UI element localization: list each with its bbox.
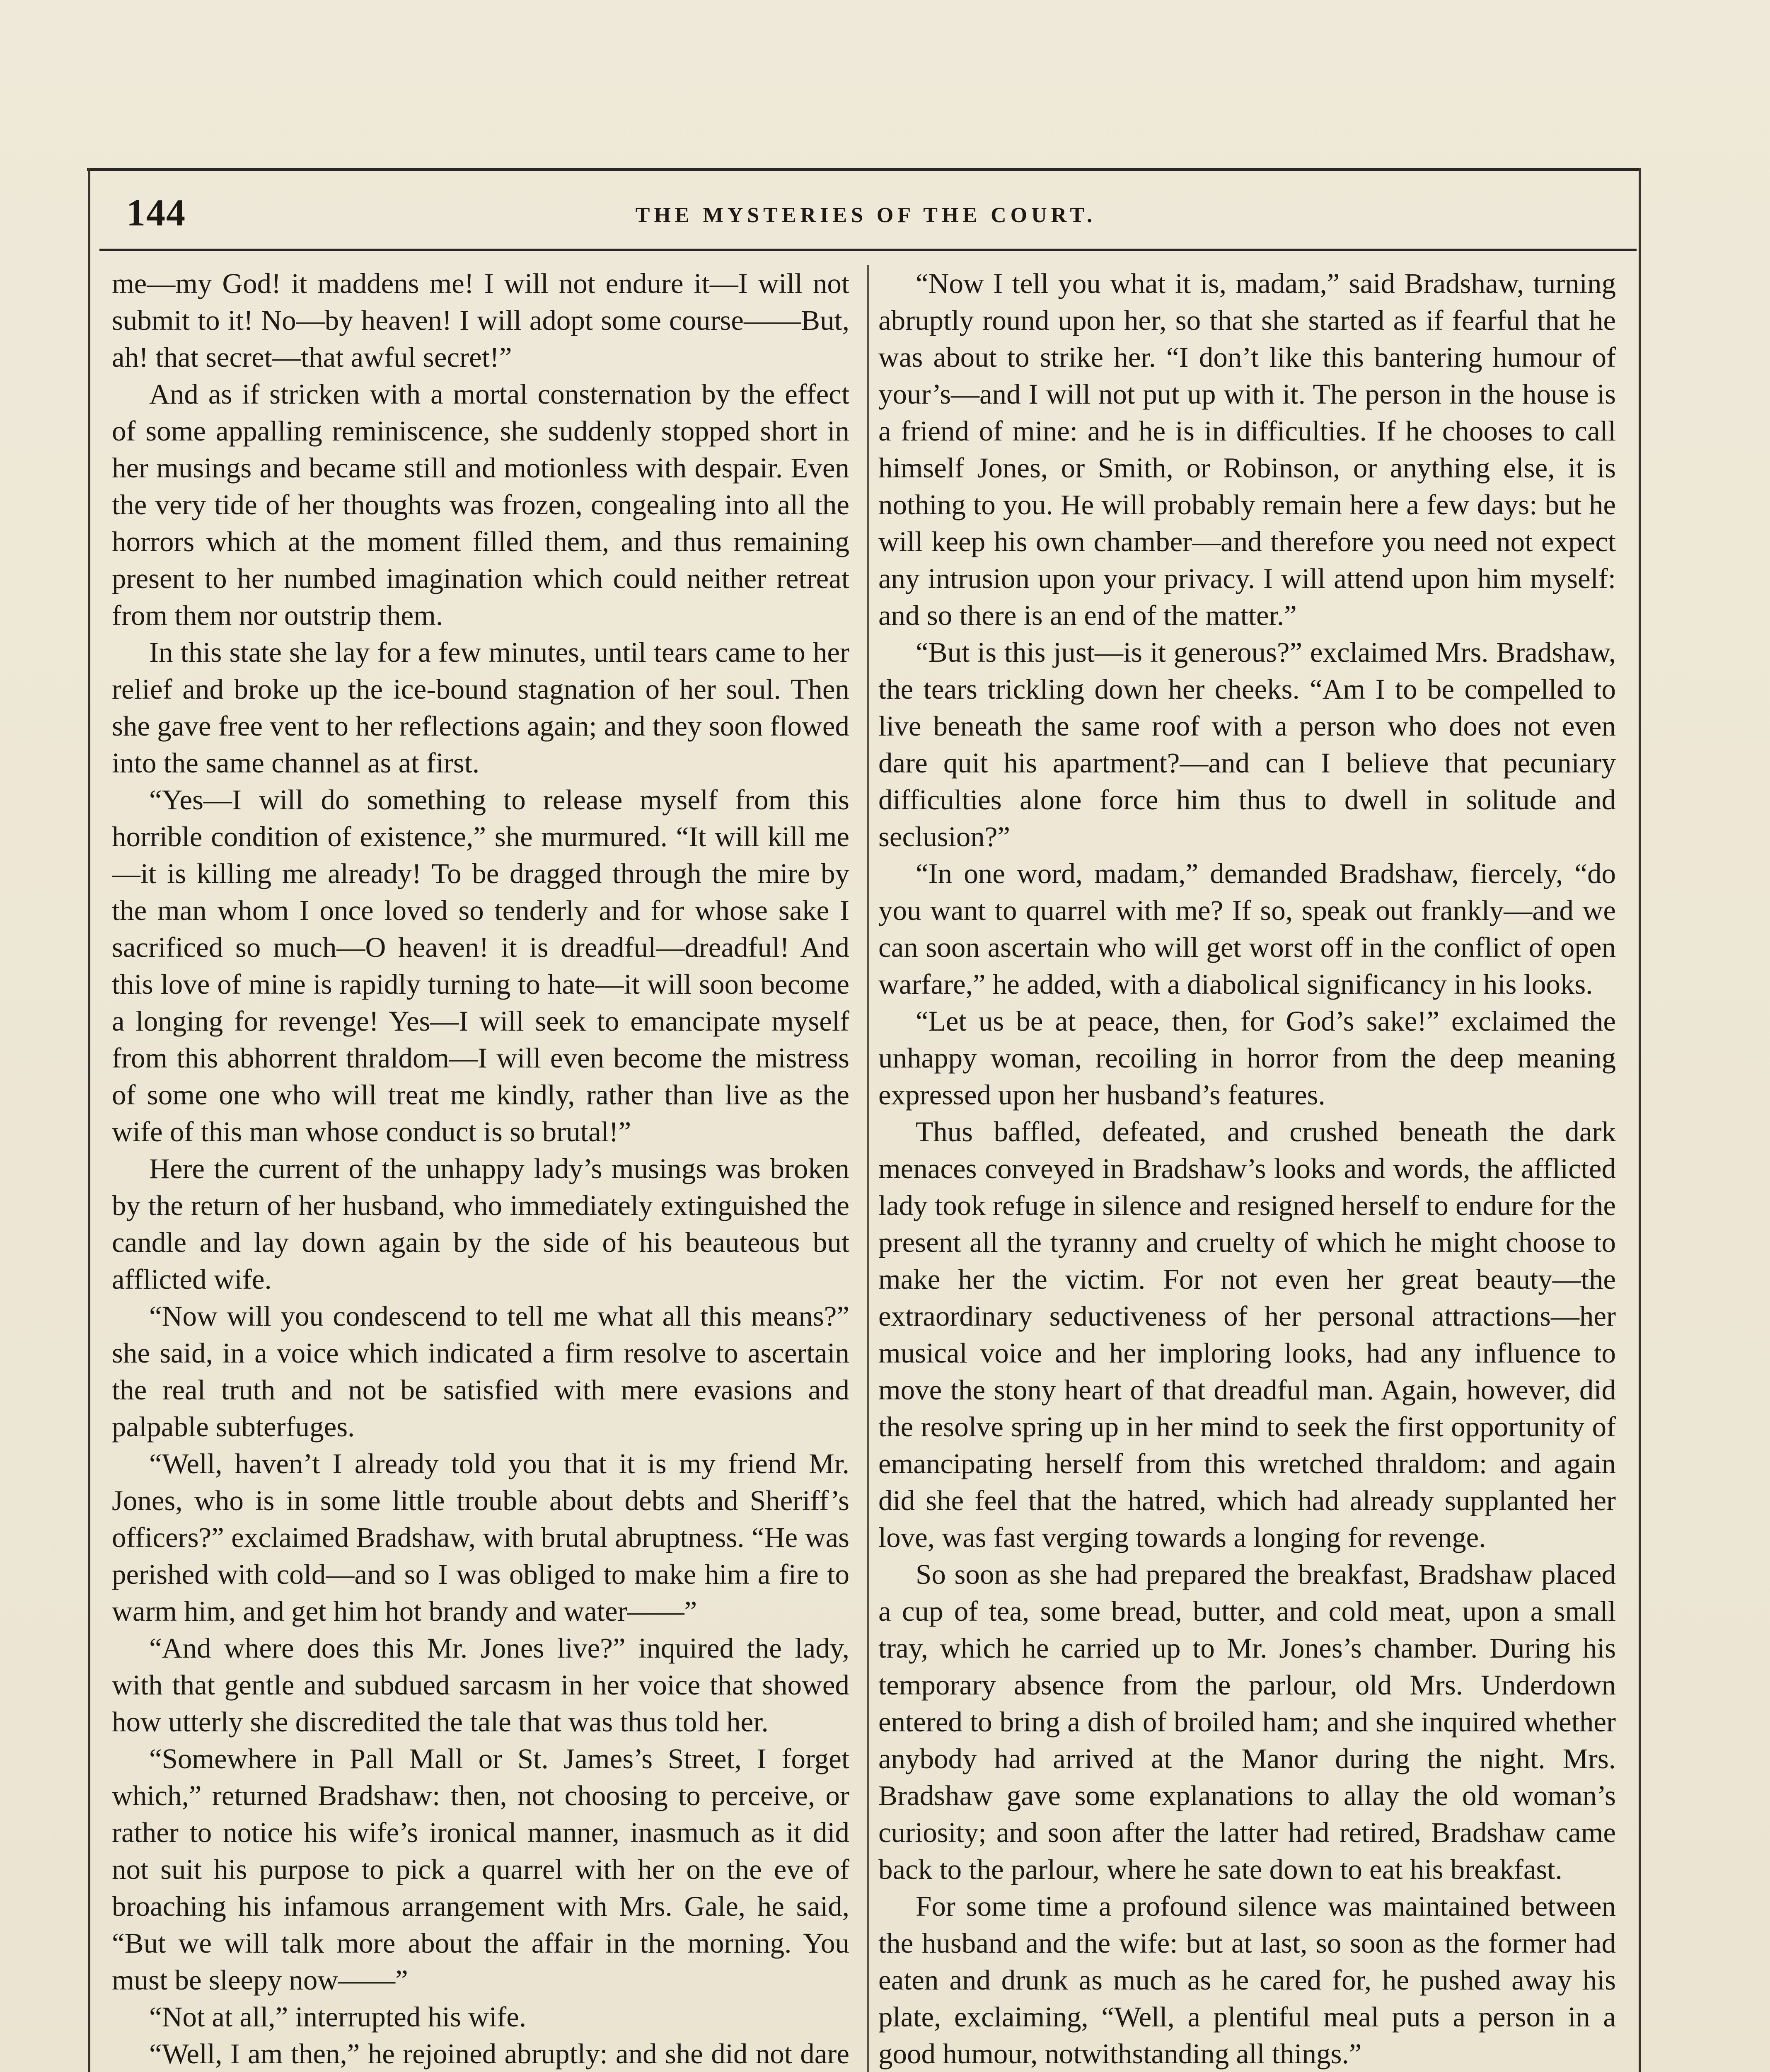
paragraph: Thus baffled, defeated, and crushed beneath the dark menaces conveyed in Bradshaw’s looks and words, the afflicted lady took refuge in silence and resigned herself to endure for the present all the tyranny and cruelty of which he might choose to make her the victim. For not even her great beauty—the extraordinary seductiveness of her personal attractions—her musical voice and her imploring looks, had any influence to move the stony heart of that dreadful man. Again, however, did the resolve spring up in her mind to seek the first opportunity of emancipating herself from this wretched thraldom: and again did she feel that the hatred, which had already supplanted her love, was fast verging towards a longing for revenge.	[878, 1116, 1616, 1553]
column-divider	[867, 265, 869, 2072]
top-border-rule	[87, 168, 1641, 171]
paragraph: “Now I tell you what it is, madam,” said Bradshaw, turning abruptly round upon her, so that she started as if fearful that he was about to strike her. “I don’t like this bantering humour of your’s—and I will not put up with it. The person in the house is a friend of mine: and he is in difficulties. If he chooses to call himself Jones, or Smith, or Robinson, or anything else, it is nothing to you. He will probably remain here a few days: but he will keep his own chamber—and therefore you need not expect any intrusion upon your privacy. I will attend upon him myself: and so there is an end of the matter.”	[878, 268, 1616, 631]
right-border-rule	[1639, 168, 1641, 2072]
paragraph: Here the current of the unhappy lady’s musings was broken by the return of her husband, who immediately extinguished the candle and lay down again by the side of his beauteous but afflicted wife.	[112, 1153, 849, 1295]
paragraph: “Well, I am then,” he rejoined abruptly: and she did not dare	[149, 2038, 849, 2070]
page-number: 144	[126, 191, 186, 234]
paragraph: And as if stricken with a mortal consternation by the effect of some appalling reminiscence, she suddenly stopped short in her musings and became still and motionless with despair. Even the very tide of her thoughts was frozen, congealing into all the horrors which at the moment filled them, and thus remaining present to her numbed imagination which could neither retreat from them nor outstrip them.	[112, 378, 849, 631]
paragraph: “In one word, madam,” demanded Bradshaw, fiercely, “do you want to quarrel with me? If so, speak out frankly—and we can soon ascertain who will get worst off in the conflict of open warfare,” he added, with a diabolical significancy in his looks.	[878, 858, 1616, 1000]
paragraph: So soon as she had prepared the breakfast, Bradshaw placed a cup of tea, some bread, butter, and cold meat, upon a small tray, which he carried up to Mr. Jones’s chamber. During his temporary absence from the parlour, old Mrs. Underdown entered to bring a dish of broiled ham; and she inquired whether anybody had arrived at the Manor during the night. Mrs. Bradshaw gave some explanations to allay the old woman’s curiosity; and soon after the latter had retired, Bradshaw came back to the parlour, where he sate down to eat his breakfast.	[878, 1559, 1616, 1885]
page-header	[104, 182, 1628, 236]
paragraph: “Now will you condescend to tell me what all this means?” she said, in a voice which indicated a firm resolve to ascertain the real truth and not be satisfied with mere evasions and palpable subterfuges.	[112, 1300, 849, 1443]
paragraph: me—my God! it maddens me! I will not endure it—I will not submit to it! No—by heaven! I will adopt some course——But, ah! that secret—that awful secret!”	[112, 268, 849, 373]
paragraph: “Not at all,” interrupted his wife.	[149, 2001, 527, 2033]
paragraph: For some time a profound silence was maintained between the husband and the wife: but at last, so soon as the former had eaten and drunk as much as he cared for, he pushed away his plate, exclaiming, “Well, a plentiful meal puts a person in a good humour, notwithstanding all things.”	[878, 1890, 1616, 2070]
running-title: THE MYSTERIES OF THE COURT.	[635, 203, 1097, 227]
paragraph: “Yes—I will do something to release myself from this horrible condition of existence,” she murmured. “It will kill me—it is killing me already! To be dragged through the mire by the man whom I once loved so tenderly and for whose sake I sacrificed so much—O heaven! it is dreadful—dreadful! And this love of mine is rapidly turning to hate—it will soon become a longing for revenge! Yes—I will seek to emancipate myself from this abhorrent thraldom—I will even become the mistress of some one who will treat me kindly, rather than live as the wife of this man whose conduct is so brutal!”	[112, 784, 849, 1147]
header-rule	[99, 249, 1637, 251]
paragraph: “Let us be at peace, then, for God’s sake!” exclaimed the unhappy woman, recoiling in horror from the deep meaning expressed upon her husband’s features.	[878, 1005, 1616, 1111]
left-border-rule	[88, 168, 90, 2072]
paragraph: “But is this just—is it generous?” exclaimed Mrs. Bradshaw, the tears trickling down her cheeks. “Am I to be compelled to live beneath the same roof with a person who does not even dare quit his apartment?—and can I believe that pecuniary difficulties alone force him thus to dwell in solitude and seclusion?”	[878, 637, 1616, 852]
left-column	[112, 265, 849, 2072]
paragraph: “And where does this Mr. Jones live?” inquired the lady, with that gentle and subdued sarcasm in her voice that showed how utterly she discredited the tale that was thus told her.	[112, 1632, 849, 1738]
paragraph: “Well, haven’t I already told you that it is my friend Mr. Jones, who is in some little trouble about debts and Sheriff’s officers?” exclaimed Bradshaw, with brutal abruptness. “He was perished with cold—and so I was obliged to make him a fire to warm him, and get him hot brandy and water——”	[112, 1448, 849, 1627]
paragraph: “Somewhere in Pall Mall or St. James’s Street, I forget which,” returned Bradshaw: then, not choosing to perceive, or rather to notice his wife’s ironical manner, inasmuch as it did not suit his purpose to pick a quarrel with her on the eve of broaching his infamous arrangement with Mrs. Gale, he said, “But we will talk more about the affair in the morning. You must be sleepy now——”	[112, 1743, 849, 1996]
paragraph: In this state she lay for a few minutes, until tears came to her relief and broke up the ice-bound stagnation of her soul. Then she gave free vent to her reflections again; and they soon flowed into the same channel as at first.	[112, 637, 849, 779]
right-column	[878, 265, 1616, 2072]
